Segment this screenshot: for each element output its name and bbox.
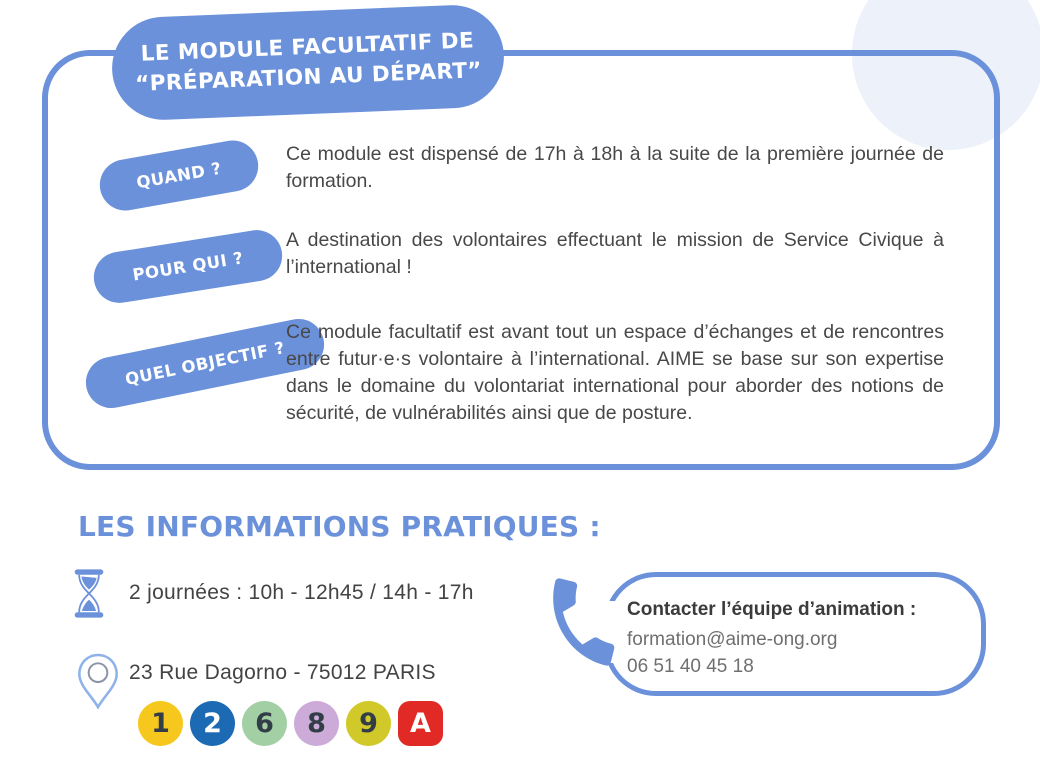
contact-heading: Contacter l’équipe d’animation : <box>627 599 917 620</box>
contact-card <box>604 572 986 696</box>
metro-line-8-badge: 8 <box>294 701 339 746</box>
label-pill-quand: QUAND ? <box>96 136 262 214</box>
text-quel-objectif: Ce module facultatif est avant tout un espace d’échanges et de rencontres entre futur·e·s volontaire à l’international. AIME se base sur son expertise dans le domaine du volontariat international pour aborder des notions de sécurité, de vulnérabilités ainsi que de posture. <box>286 321 944 424</box>
metro-lines-row <box>138 701 443 746</box>
address-text: 23 Rue Dagorno - 75012 PARIS <box>129 661 436 684</box>
practical-info-heading: LES INFORMATIONS PRATIQUES : <box>78 510 601 543</box>
metro-line-1-badge: 1 <box>138 701 183 746</box>
text-pour-qui: A destination des volontaires effectuant le mission de Service Civique à l’international ! <box>286 229 944 278</box>
title-banner <box>110 3 506 122</box>
contact-email: formation@aime-ong.org <box>627 629 838 650</box>
text-quand: Ce module est dispensé de 17h à 18h à la suite de la première journée de formation. <box>286 143 944 192</box>
title-line-1: LE MODULE FACULTATIF DE <box>140 28 475 67</box>
label-pill-quel-objectif: QUEL OBJECTIF ? <box>81 314 328 412</box>
schedule-text: 2 journées : 10h - 12h45 / 14h - 17h <box>129 581 474 604</box>
metro-line-9-badge: 9 <box>346 701 391 746</box>
title-line-2: “PRÉPARATION AU DÉPART” <box>134 57 483 97</box>
hourglass-icon <box>72 567 106 620</box>
location-pin-icon <box>76 653 120 710</box>
contact-phone: 06 51 40 45 18 <box>627 656 754 677</box>
metro-line-6-badge: 6 <box>242 701 287 746</box>
rer-line-a-badge: A <box>398 701 443 746</box>
label-pill-pour-qui: POUR QUI ? <box>90 226 286 306</box>
metro-line-2-badge: 2 <box>190 701 235 746</box>
